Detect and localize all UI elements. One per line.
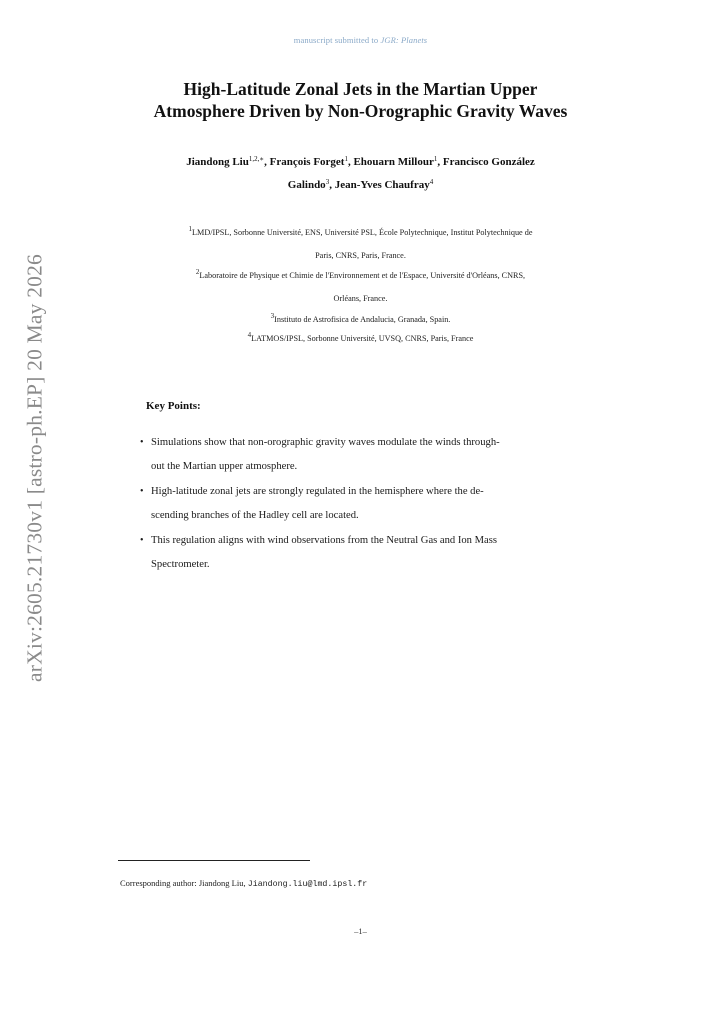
affiliation-text: Laboratoire de Physique et Chimie de l'Environnement et de l'Espace, Université d'Orléans, CNRS, [199,271,526,280]
affiliation-4 [0,331,721,343]
author-list-line-2: Galindo$^3$, Jean-Yves Chaufray$^4$ [287,178,434,191]
affiliation-2 [0,268,721,280]
affiliation-number: 2 [195,268,200,276]
affiliation-number: 4 [247,331,252,339]
author-name: Jiandong Liu [186,156,249,168]
title-line-1: High-Latitude Zonal Jets in the Martian Upper [183,79,538,99]
affiliation-number: 3 [270,312,275,320]
page-number: –1– [354,926,367,936]
key-point-line: High-latitude zonal jets are strongly regulated in the hemisphere where the de- [151,486,484,497]
arxiv-identifier: arXiv:2605.21730v1 [astro-ph.EP] 20 May 2026 [22,254,47,682]
author-affiliation-mark: 1 [344,155,348,163]
affiliation-2-continued: Orléans, France. [333,294,388,303]
corresponding-author-email[interactable]: Jiandong.liu@lmd.ipsl.fr [247,880,368,889]
key-point-line: Spectrometer. [151,559,210,570]
affiliation-text: LMD/IPSL, Sorbonne Université, ENS, Université PSL, École Polytechnique, Institut Polytechnique de [192,228,533,237]
author-name: Jean-Yves Chaufray [334,179,430,191]
key-point-line: scending branches of the Hadley cell are located. [151,510,359,521]
author-name-continued: Galindo [287,179,326,191]
key-point-text [151,431,596,479]
key-point-line: Simulations show that non-orographic gravity waves modulate the winds through- [151,437,500,448]
author-list-line-1: Jiandong Liu$^{1,2,∗}$, François Forget$^1$, Ehouarn Millour$^1$, Francisco González [186,155,535,168]
author-affiliation-mark: 1 [433,155,438,163]
bullet-icon: • [140,486,144,497]
title-line-2: Atmosphere Driven by Non-Orographic Gravity Waves [153,101,568,121]
affiliation-text: LATMOS/IPSL, Sorbonne Université, UVSQ, CNRS, Paris, France [251,334,474,343]
bullet-icon: • [140,535,144,546]
running-head-prefix: manuscript submitted to [293,35,381,45]
affiliation-1 [0,225,721,237]
author-affiliation-mark: 3 [325,178,330,186]
corresponding-author-note [120,878,367,889]
author-name: Ehouarn Millour [353,156,434,168]
key-points-heading: Key Points: [146,400,201,412]
affiliation-number: 1 [188,225,193,233]
key-point-text [151,480,596,528]
author-name: François Forget [269,156,345,168]
running-head [0,35,721,45]
bullet-icon: • [140,437,144,448]
footnote-divider [118,860,310,861]
author-affiliation-mark: 1,2,∗ [248,155,265,163]
author-name: Francisco González [442,156,535,168]
key-point-line: out the Martian upper atmosphere. [151,461,298,472]
key-point-line: This regulation aligns with wind observations from the Neutral Gas and Ion Mass [151,535,497,546]
key-point-text [151,529,596,577]
affiliation-3 [0,312,721,324]
affiliation-text: Instituto de Astrofisica de Andalucia, Granada, Spain. [274,315,451,324]
corresponding-author-label: Corresponding author: Jiandong Liu, [120,878,248,888]
affiliation-1-continued: Paris, CNRS, Paris, France. [315,251,406,260]
author-affiliation-mark: 4 [429,178,434,186]
running-head-journal: JGR: Planets [380,35,428,45]
paper-title [0,78,721,122]
